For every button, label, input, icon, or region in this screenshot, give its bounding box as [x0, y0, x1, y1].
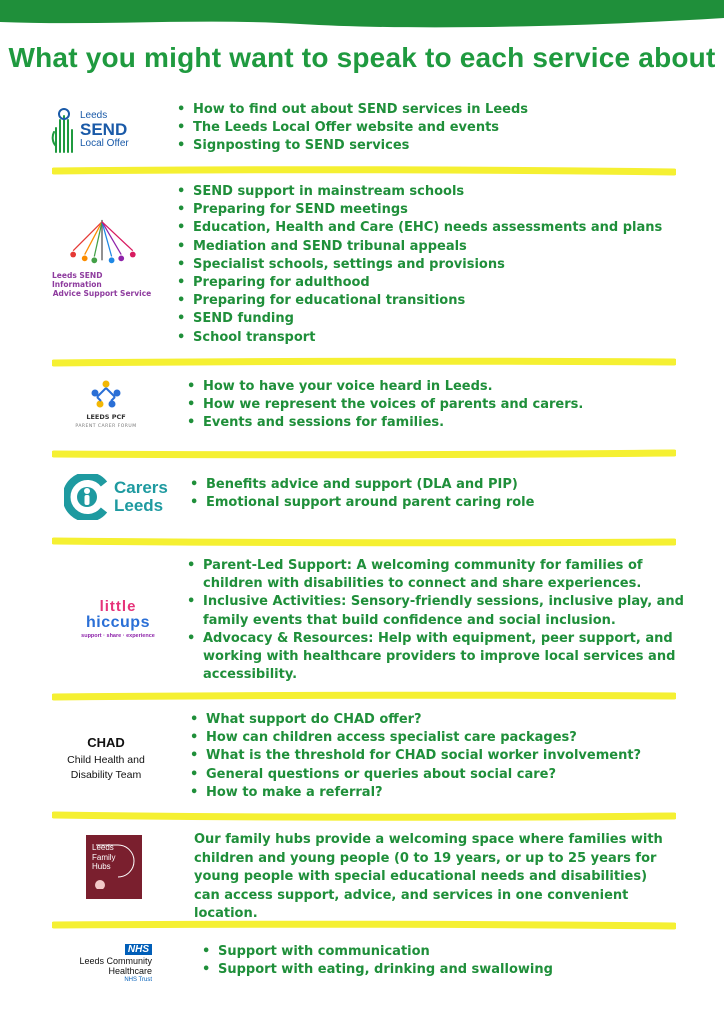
list-item: • Preparing for SEND meetings — [175, 201, 705, 219]
list-item: • How we represent the voices of parents and carers. — [185, 396, 705, 414]
list-item: • General questions or queries about social care? — [188, 766, 708, 784]
leeds-pcf-logo — [66, 376, 146, 432]
nhs-badge: NHS — [125, 944, 152, 955]
list-item: • Specialist schools, settings and provisions — [175, 256, 705, 274]
service-topic-list — [188, 476, 708, 512]
logo-text-line: SEND — [80, 120, 128, 140]
highlight-divider — [52, 691, 676, 701]
logo-text-line: PARENT CARER FORUM — [75, 424, 137, 429]
list-item: • Inclusive Activities: Sensory-friendly sessions, inclusive play, and family events that build confidence and social inclusion. — [185, 593, 685, 629]
list-item: • Emotional support around parent caring role — [188, 494, 708, 512]
service-topic-list — [175, 101, 695, 156]
family-hubs-description: Our family hubs provide a welcoming space where families with children and young people (0 to 19 years, or up to 25 years for young people with special educational needs and disabilities) can access support, advice, and services in one convenient location. — [194, 832, 663, 921]
list-item: • School transport — [175, 329, 705, 347]
logo-text-line: hiccups — [86, 613, 150, 631]
logo-text-line: Family — [92, 852, 116, 862]
logo-text-line: LEEDS PCF — [86, 413, 126, 421]
highlight-divider — [52, 357, 676, 367]
list-item: • What support do CHAD offer? — [188, 711, 708, 729]
logo-text-line: support · share · experience — [81, 633, 155, 640]
logo-text-line: Advice Support Service — [52, 289, 152, 298]
list-item: • Mediation and SEND tribunal appeals — [175, 238, 705, 256]
list-item: • Preparing for adulthood — [175, 274, 705, 292]
hand-icon — [50, 106, 76, 154]
service-topic-list — [185, 557, 685, 684]
list-item: • Signposting to SEND services — [175, 137, 695, 155]
list-item: • SEND support in mainstream schools — [175, 183, 705, 201]
list-item: • Education, Health and Care (EHC) needs assessments and plans — [175, 219, 705, 237]
service-topic-list — [175, 183, 705, 347]
list-item: • The Leeds Local Offer website and events — [175, 119, 695, 137]
page-title: What you might want to speak to each service about — [8, 42, 716, 73]
logo-text-line: little — [99, 597, 137, 615]
logo-text-line: Hubs — [92, 862, 111, 872]
leeds-sendiass-logo — [52, 218, 152, 298]
carers-leeds-logo — [64, 472, 174, 522]
list-item: • What is the threshold for CHAD social worker involvement? — [188, 747, 708, 765]
list-item: • Support with communication — [200, 943, 700, 961]
list-item: • Events and sessions for families. — [185, 414, 705, 432]
logo-text-line: Leeds — [114, 496, 164, 515]
highlight-divider — [52, 166, 676, 176]
list-item: • Parent-Led Support: A welcoming community for families of children with disabilities to connect and share experiences. — [185, 557, 685, 593]
logo-text-line: Disability Team — [70, 769, 142, 781]
service-topic-list — [200, 943, 700, 979]
list-item: • Advocacy & Resources: Help with equipment, peer support, and working with healthcare providers to improve local services and accessibility. — [185, 630, 685, 685]
list-item: • Benefits advice and support (DLA and PIP) — [188, 476, 708, 494]
logo-text-line: Leeds Community — [79, 956, 152, 967]
leeds-family-hubs-logo — [86, 835, 142, 899]
carers-leeds-emblem-icon — [64, 474, 110, 520]
logo-text-line: NHS Trust — [124, 977, 152, 984]
list-item: • How can children access specialist care packages? — [188, 729, 708, 747]
list-item: • How to make a referral? — [188, 784, 708, 802]
pcf-people-icon — [89, 379, 123, 409]
little-hiccups-logo — [68, 594, 168, 644]
list-item: • How to have your voice heard in Leeds. — [185, 378, 705, 396]
service-topic-list — [185, 378, 705, 433]
highlight-divider — [52, 920, 676, 930]
logo-text-line: Leeds — [80, 109, 108, 121]
highlight-divider — [52, 537, 676, 547]
logo-text-line: Leeds SEND Information — [52, 271, 103, 289]
logo-text-line: Carers — [114, 478, 168, 498]
logo-text-line: CHAD — [87, 734, 125, 750]
service-topic-list — [188, 711, 708, 802]
highlight-divider — [52, 811, 676, 821]
logo-text-line: Healthcare — [108, 966, 152, 977]
list-item: • How to find out about SEND services in Leeds — [175, 101, 695, 119]
chad-logo — [44, 734, 168, 784]
header-wave-decoration — [0, 0, 724, 30]
maypole-children-icon — [64, 218, 140, 268]
list-item: • Preparing for educational transitions — [175, 292, 705, 310]
leeds-community-healthcare-nhs-logo — [56, 940, 152, 988]
leeds-send-local-offer-logo — [50, 104, 150, 156]
list-item: • SEND funding — [175, 310, 705, 328]
logo-text-line: Child Health and — [67, 753, 145, 766]
highlight-divider — [52, 449, 676, 459]
logo-text-line: Leeds — [92, 843, 114, 852]
list-item: • Support with eating, drinking and swallowing — [200, 961, 700, 979]
logo-text-line: Local Offer — [80, 137, 129, 149]
